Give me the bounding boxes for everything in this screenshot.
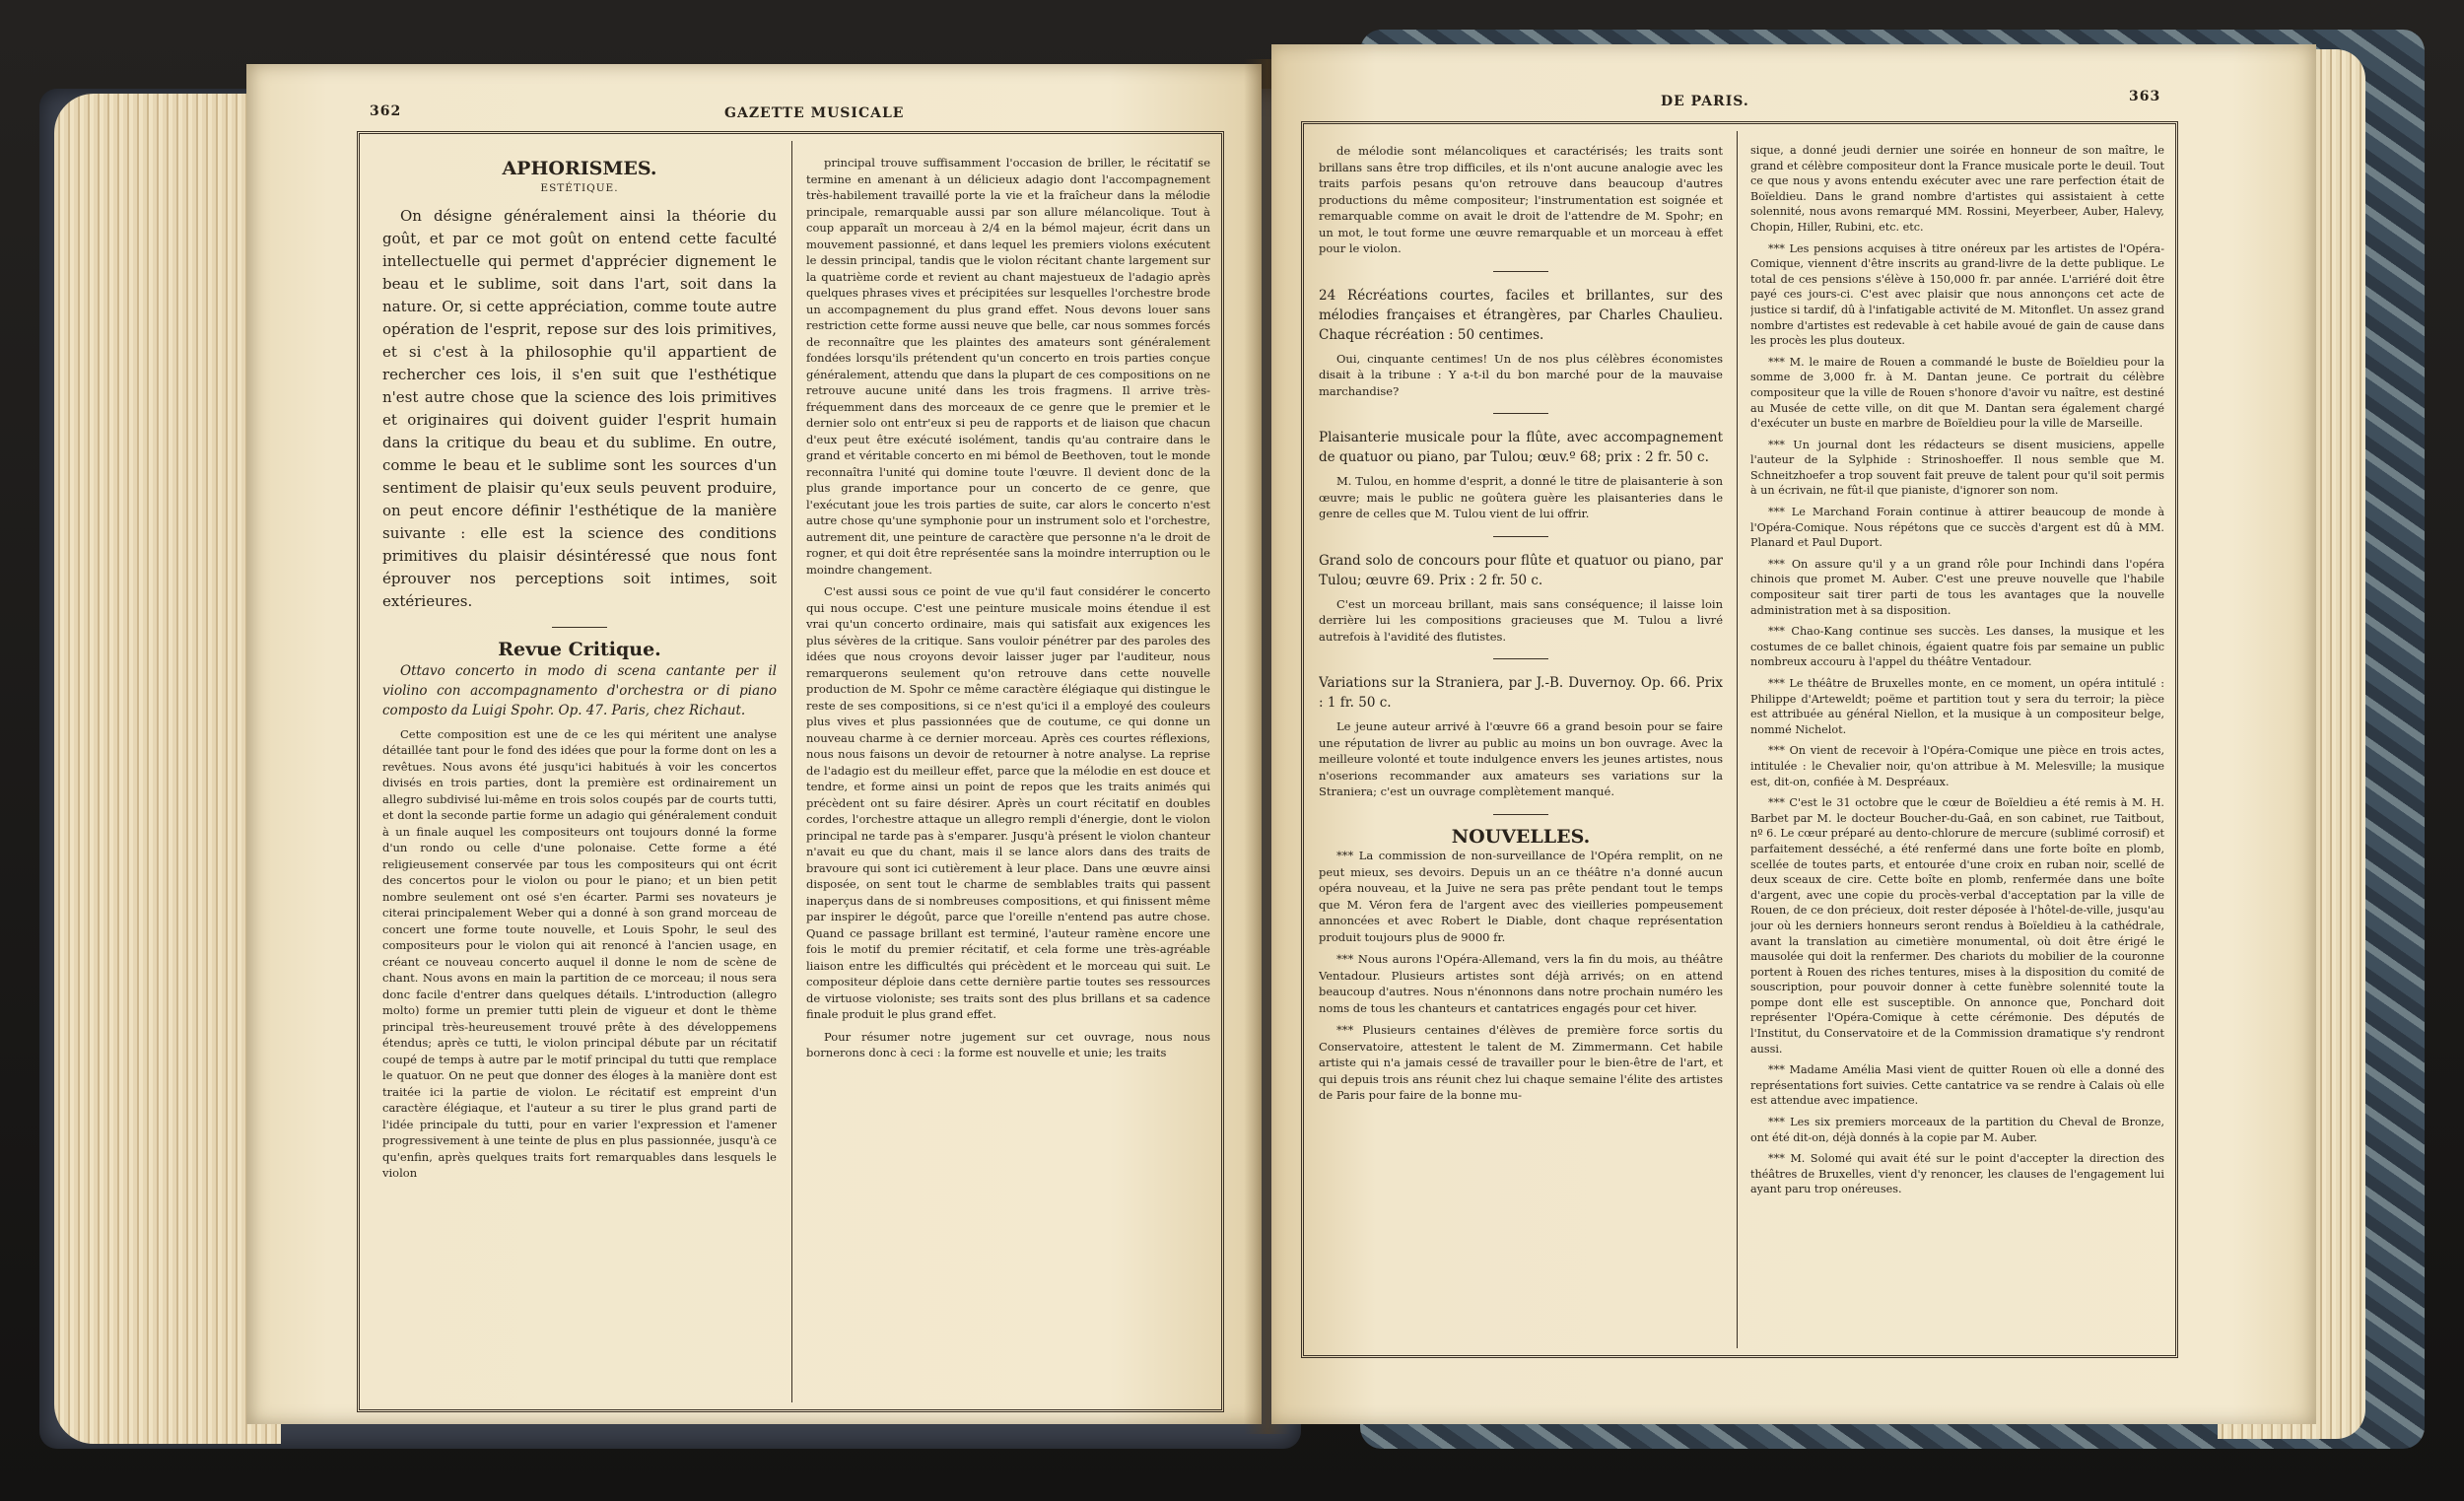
section-rule [1493, 413, 1548, 414]
aphorismes-subtitle: ESTÉTIQUE. [540, 181, 619, 194]
news-item-1: *** La commission de non-surveillance de l'Opéra remplit, on ne peut mieux, ses devoirs. Depuis un an ce théâtre n'a donné aucun opéra nouveau, et la Juive ne sera pas prête pendant tout le temps que M. Véron fera de l'argent avec des vieilleries pompeusement annoncées et avec Robert le Diable, dont chaque représentation produit toujours plus de 9000 fr. [1319, 849, 1723, 944]
section-rule [1493, 536, 1548, 537]
news-item-15: *** Les six premiers morceaux de la partition du Cheval de Bronze, ont été dit-on, déjà donnés à la copie par M. Auber. [1750, 1116, 2164, 1144]
left-page [246, 64, 1262, 1424]
news-item-12: *** On vient de recevoir à l'Opéra-Comique une pièce en trois actes, intitulée : le Chevalier noir, qu'on attribue à M. Melesville; la musique est, dit-on, confiée à M. Despréaux. [1750, 744, 2164, 788]
revue-continued-1: principal trouve suffisamment l'occasion de briller, le récitatif se termine en amenant à un délicieux adagio dont l'accompagnement très-habilement travaillé porte la vie et la fraîcheur dans la mélodie principale, remarquable aussi par son allure mélancolique. Tout à coup apparaît un morceau à 2/4 en la bémol majeur, écrit dans un mouvement passionné, et dans lequel les premiers violons exécutent le dessin principal, tandis que le violon récitant chante largement sur la quatrième corde et revient au chant majestueux de l'adagio après quelques phrases vives et précipitées sur lesquelles l'orchestre brode un accompagnement du plus grand effet. Nous devons louer sans restriction cette forme aussi neuve que belle, car nous sommes forcés de reconnaître que les plaintes des amateurs sont généralement fondées lorsqu'ils prétendent qu'un concerto en trois parties conçue généralement, attendu que dans la plupart de ces compositions on ne retrouve aucune unité dans les trois fragmens. Il arrive très-fréquemment dans des morceaux de ce genre que le premier et le dernier solo ont entr'eux si peu de rapports et de liaison que chacun d'eux peut être exécuté isolément, tandis qu'au contraire dans le grand et véritable concerto en mi bémol de Beethoven, tout le monde reconnaîtra l'unité qui domine toute l'œuvre. Il devient donc de la plus grande importance pour un concerto de ce genre, que l'exécutant joue les trois parties de suite, car alors le concerto n'est autre chose qu'une symphonie pour un instrument solo et l'orchestre, autrement dit, une peinture de caractère que personne n'a le droit de rogner, et qui doit être représentée sans la moindre interruption ou le moindre changement. [806, 156, 1210, 577]
right-column-2 [1750, 143, 2164, 1350]
nouvelles-title: NOUVELLES. [1451, 825, 1591, 848]
right-page-number: 363 [2129, 89, 2161, 104]
right-column-1 [1319, 143, 1723, 1350]
review-entry-2-text: M. Tulou, en homme d'esprit, a donné le titre de plaisanterie à son œuvre; mais le public ne goûtera guère les plaisanteries dans le genre de celles que M. Tulou vient de lui offrir. [1319, 474, 1723, 520]
news-item-6: *** M. le maire de Rouen a commandé le buste de Boïeldieu pour la somme de 3,000 fr. à M. Dantan jeune. Ce portrait du célèbre compositeur que la ville de Rouen s'honore d'avoir vu naître, est destiné au Musée de cette ville, on dit que M. Dantan sera également chargé d'exécuter un buste en marbre de Boïeldieu pour la ville de Marseille. [1750, 355, 2164, 431]
news-item-9: *** On assure qu'il y a un grand rôle pour Inchindi dans l'opéra chinois que promet M. Auber. C'est une preuve nouvelle que l'habile compositeur sait tirer parti de tous les avantages que la nouvelle administration met à sa disposition. [1750, 557, 2164, 617]
section-rule [1493, 271, 1548, 272]
news-item-7: *** Un journal dont les rédacteurs se disent musiciens, appelle l'auteur de la Sylphide : Strinoshoeffer. Il nous semble que M. Schneitzhoefer a trop souvent fait preuve de talent pour qu'il soit permis à un écrivain, ne fût-il que pianiste, d'ignorer son nom. [1750, 438, 2164, 498]
revue-work-title: Ottavo concerto in modo di scena cantante per il violino con accompagnamento d'orchestra or di piano composto da Luigi Spohr. Op. 47. Paris, chez Richaut. [382, 662, 777, 718]
section-rule [1493, 658, 1548, 659]
review-entry-3-text: C'est un morceau brillant, mais sans conséquence; il laisse loin derrière lui les compositions gracieuses que M. Tulou a livré autrefois à l'avidité des flutistes. [1319, 596, 1723, 644]
section-rule [552, 627, 607, 628]
news-item-14: *** Madame Amélia Masi vient de quitter Rouen où elle a donné des représentations fort suivies. Cette cantatrice va se rendre à Calais où elle est attendue avec impatience. [1750, 1063, 2164, 1108]
news-item-2: *** Nous aurons l'Opéra-Allemand, vers la fin du mois, au théâtre Ventadour. Plusieurs artistes sont déjà arrivés; on en attend beaucoup d'autres. Nous n'énonnons dans notre prochain numéro les noms de tous les chanteurs et cantatrices engagés pour cet hiver. [1319, 952, 1723, 1015]
left-column-2 [806, 155, 1210, 1401]
news-item-5: *** Les pensions acquises à titre onéreux par les artistes de l'Opéra-Comique, viennent d'être inscrits au grand-livre de la dette publique. Le total de ces pensions s'élève à 150,000 fr. par année. L'arriéré doit être payé ces jours-ci. C'est avec plaisir que nous annonçons cet acte de justice si tardif, dû à l'infatigable activité de M. Mitonflet. Un assez grand nombre d'artistes est redevable à cet habile avoué de gain de cause dans les procès les plus douteux. [1750, 241, 2164, 348]
aphorismes-text: On désigne généralement ainsi la théorie du goût, et par ce mot goût on entend cette faculté intellectuelle qui permet d'apprécier dignement le beau et le sublime, soit dans l'art, soit dans la nature. Or, si cette appréciation, comme toute autre opération de l'esprit, repose sur des lois primitives, et si c'est à la philosophie qu'il appartient de rechercher ces lois, il s'en suit que l'esthétique n'est autre chose que la science des lois primitives et originaires qui doivent guider l'esprit humain dans la critique du beau et du sublime. En outre, comme le beau et le sublime sont les sources d'un sentiment de plaisir qu'eux seuls peuvent produire, on peut encore définir l'esthétique de la manière suivante : elle est la science des conditions primitives du plaisir désintéressé que nous font éprouver nos perceptions soit intimes, soit extérieures. [382, 207, 777, 611]
review-entry-3-title: Grand solo de concours pour flûte et quatuor ou piano, par Tulou; œuvre 69. Prix : 2 fr. 50 c. [1319, 552, 1723, 588]
news-item-10: *** Chao-Kang continue ses succès. Les danses, la musique et les costumes de ce ballet chinois, égaient quatre fois par semaine un public nombreux accouru à l'appel du théâtre Ventadour. [1750, 625, 2164, 669]
review-entry-1-title: 24 Récréations courtes, faciles et brillantes, sur des mélodies françaises et étrangères, par Charles Chaulieu. Chaque récréation : 50 centimes. [1319, 287, 1723, 343]
news-item-8: *** Le Marchand Forain continue à attirer beaucoup de monde à l'Opéra-Comique. Nous répétons que ce succès d'argent est dû à MM. Planard et Paul Duport. [1750, 506, 2164, 550]
review-entry-4-title: Variations sur la Straniera, par J.-B. Duvernoy. Op. 66. Prix : 1 fr. 50 c. [1319, 675, 1723, 711]
news-item-3: *** Plusieurs centaines d'élèves de première force sortis du Conservatoire, attestent le talent de M. Zimmermann. Cet habile artiste qui n'a jamais cessé de travailler pour le bien-être de l'art, et qui depuis trois ans réunit chez lui chaque semaine l'élite des artistes de Paris pour faire de la bonne mu- [1319, 1023, 1723, 1103]
review-conclusion: de mélodie sont mélancoliques et caractérisés; les traits sont brillans sans être trop difficiles, et ils n'ont aucune analogie avec les traits parfois pesans qu'on retrouve dans beaucoup d'autres productions du même compositeur; l'instrumentation est soignée et remarquable comme on avait le droit de l'attendre de M. Spohr; en un mot, le tout forme une œuvre remarquable et un morceau à effet pour le violon. [1319, 144, 1723, 255]
revue-continued-3: Pour résumer notre jugement sur cet ouvrage, nous nous bornerons donc à ceci : la forme est nouvelle et unie; les traits [806, 1029, 1210, 1059]
review-entry-2-title: Plaisanterie musicale pour la flûte, avec accompagnement de quatuor ou piano, par Tulou; œuv.º 68; prix : 2 fr. 50 c. [1319, 430, 1723, 465]
aphorismes-title: APHORISMES. [502, 158, 657, 179]
revue-critique-title: Revue Critique. [498, 639, 661, 661]
review-entry-4-text: Le jeune auteur arrivé à l'œuvre 66 a grand besoin pour se faire une réputation de livrer au public au moins un bon ouvrage. Avec la meilleure volonté et toute indulgence envers les jeunes artistes, nous n'oserions recommander aux amateurs ses variations sur la Straniera; c'est un ouvrage complètement manqué. [1319, 719, 1723, 798]
left-page-header: GAZETTE MUSICALE [724, 105, 905, 121]
review-entry-1-text: Oui, cinquante centimes! Un de nos plus célèbres économistes disait à la tribune : Y a-t-il du bon marché pour de la mauvaise marchandise? [1319, 351, 1723, 398]
section-rule [1493, 814, 1548, 815]
left-column-divider [791, 141, 792, 1402]
revue-text: Cette composition est une de ce les qui méritent une analyse détaillée tant pour le fond des idées que pour la forme dont on les a revêtues. Nous avons été jusqu'ici habitués à voir les concertos divisés en trois parties, dont la première est ordinairement un allegro subdivisé lui-même en trois solos coupés par de courts tutti, et dont la seconde partie forme un adagio qui généralement conduit à un finale auquel les compositeurs ont toujours donné la forme d'un rondo ou celle d'une polonaise. Cette forme a été religieusement conservée par tous les compositeurs qui ont écrit des concertos pour le violon ou pour le piano; et un bien petit nombre seulement ont osé s'en écarter. Parmi ses novateurs je citerai principalement Weber qui a donné à son grand morceau de concert une forme toute nouvelle, et Louis Spohr, le seul des compositeurs pour le violon qui ait renoncé à l'ancien usage, en créant ce nouveau concerto auquel il donne le nom de scène de chant. Nous avons en main la partition de ce morceau; il nous sera donc facile d'entrer dans quelques détails. L'introduction (allegro molto) forme un premier tutti plein de vigueur et dont le thème principal très-heureusement trouvé prête à des développemens étendus; après ce tutti, le violon principal débute par un récitatif coupé de temps à autre par le motif principal du tutti que remplace le quatuor. On ne peut que donner des éloges à la manière dont est traitée ici la partie de violon. Le récitatif est empreint d'un caractère élégiaque, et l'auteur a su tirer le plus grand parti de l'idée principale du tutti, pour en varier l'expression et l'amener progressivement à une teinte de plus en plus passionnée, jusqu'à ce qu'enfin, après quelques traits fort remarquables dans lesquels le violon [382, 726, 777, 1181]
news-item-16: *** M. Solomé qui avait été sur le point d'accepter la direction des théâtres de Bruxelles, vient d'y renoncer, les clauses de l'engagement lui ayant paru trop onéreuses. [1750, 1152, 2164, 1196]
left-page-number: 362 [370, 103, 402, 119]
news-item-13: *** C'est le 31 octobre que le cœur de Boïeldieu a été remis à M. H. Barbet par M. le docteur Boucher-du-Gaâ, en son cabinet, rue Taitbout, nº 6. Le cœur préparé au dento-chlorure de mercure (sublimé corrosif) et parfaitement desséché, a été renfermé dans une forte boîte en plomb, scellée de toutes parts, et entourée d'une croix en ruban noir, scellé de deux sceaux de cire. Cette boîte en plomb, renfermée dans une boîte d'argent, avec une copie du procès-verbal d'acceptation par la ville de Rouen, de ce don précieux, doit rester déposée à l'hôtel-de-ville, jusqu'au jour où les derniers honneurs seront rendus à Boïeldieu à la cathédrale, avant la translation au cimetière monumental, où doit être érigé le mausolée qui doit la renfermer. Des chariots du mobilier de la couronne portent à Rouen des riches tentures, mises à la disposition du comité de souscription, pour pouvoir donner à cette funèbre solennité toute la pompe dont elle est susceptible. On annonce que, Ponchard doit représenter l'Opéra-Comique à cette cérémonie. Des députés de l'Institut, du Conservatoire et de la Commission dramatique s'y rendront aussi. [1750, 796, 2164, 1056]
news-item-4: sique, a donné jeudi dernier une soirée en honneur de son maître, le grand et célèbre compositeur dont la France musicale porte le deuil. Tout ce que nous y avons entendu exécuter avec une rare perfection était de Boïeldieu. Dans le grand nombre d'artistes qui assistaient à cette solennité, nous avons remarqué MM. Rossini, Meyerbeer, Auber, Halevy, Chopin, Hiller, Rubini, etc. etc. [1750, 144, 2164, 234]
right-page [1271, 44, 2316, 1424]
left-column-1 [382, 155, 777, 1401]
right-column-divider [1737, 131, 1738, 1348]
right-page-header: DE PARIS. [1661, 94, 1749, 109]
news-item-11: *** Le théâtre de Bruxelles monte, en ce moment, un opéra intitulé : Philippe d'Arteweldt; poëme et partition tout y sera du terroir; la pièce est attribuée au général Niellon, et la musique à un compositeur belge, nommé Nichelot. [1750, 677, 2164, 736]
revue-continued-2: C'est aussi sous ce point de vue qu'il faut considérer le concerto qui nous occupe. C'est une peinture musicale moins étendue il est vrai qu'un concerto ordinaire, mais qui satisfait aux exigences les plus sévères de la critique. Sans vouloir pénétrer par des paroles des idées que nous croyons devoir laisser juger par l'auditeur, nous remarquerons seulement qu'on retrouve dans cette nouvelle production de M. Spohr ce même caractère élégiaque qui distingue le reste de ses compositions, si ce n'est qu'ici il a employé des couleurs plus vives et plus passionnées que de coutume, ce qui donne un nouveau charme à ce dernier morceau. Après ces courtes réflexions, nous nous faisons un devoir de retourner à notre analyse. La reprise de l'adagio est du meilleur effet, parce que la mélodie en est douce et tendre, et forme ainsi un point de repos que les traits animés qui précèdent ont su faire désirer. Après un court récitatif en doubles cordes, l'orchestre attaque un allegro rempli d'énergie, dont le violon principal ne tarde pas à s'emparer. Jusqu'à présent le violon chanteur n'avait eu que du chant, mais il se lance alors dans des traits de bravoure qui sont ici cutièrement à leur place. Dans une œuvre ainsi disposée, on sent tout le charme de semblables traits qui passent inaperçus dans de si nombreuses compositions, et qui finissent même par inspirer le dégoût, parce que l'oreille n'entend pas autre chose. Quand ce passage brillant est terminé, l'auteur ramène encore une fois le motif du premier récitatif, et cela forme une très-agréable liaison entre les difficultés qui précèdent et le morceau qui suit. Le compositeur déploie dans cette dernière partie toutes ses ressources de virtuose violoniste; ses traits sont des plus brillans et sa cadence finale produit le plus grand effet. [806, 584, 1210, 1021]
